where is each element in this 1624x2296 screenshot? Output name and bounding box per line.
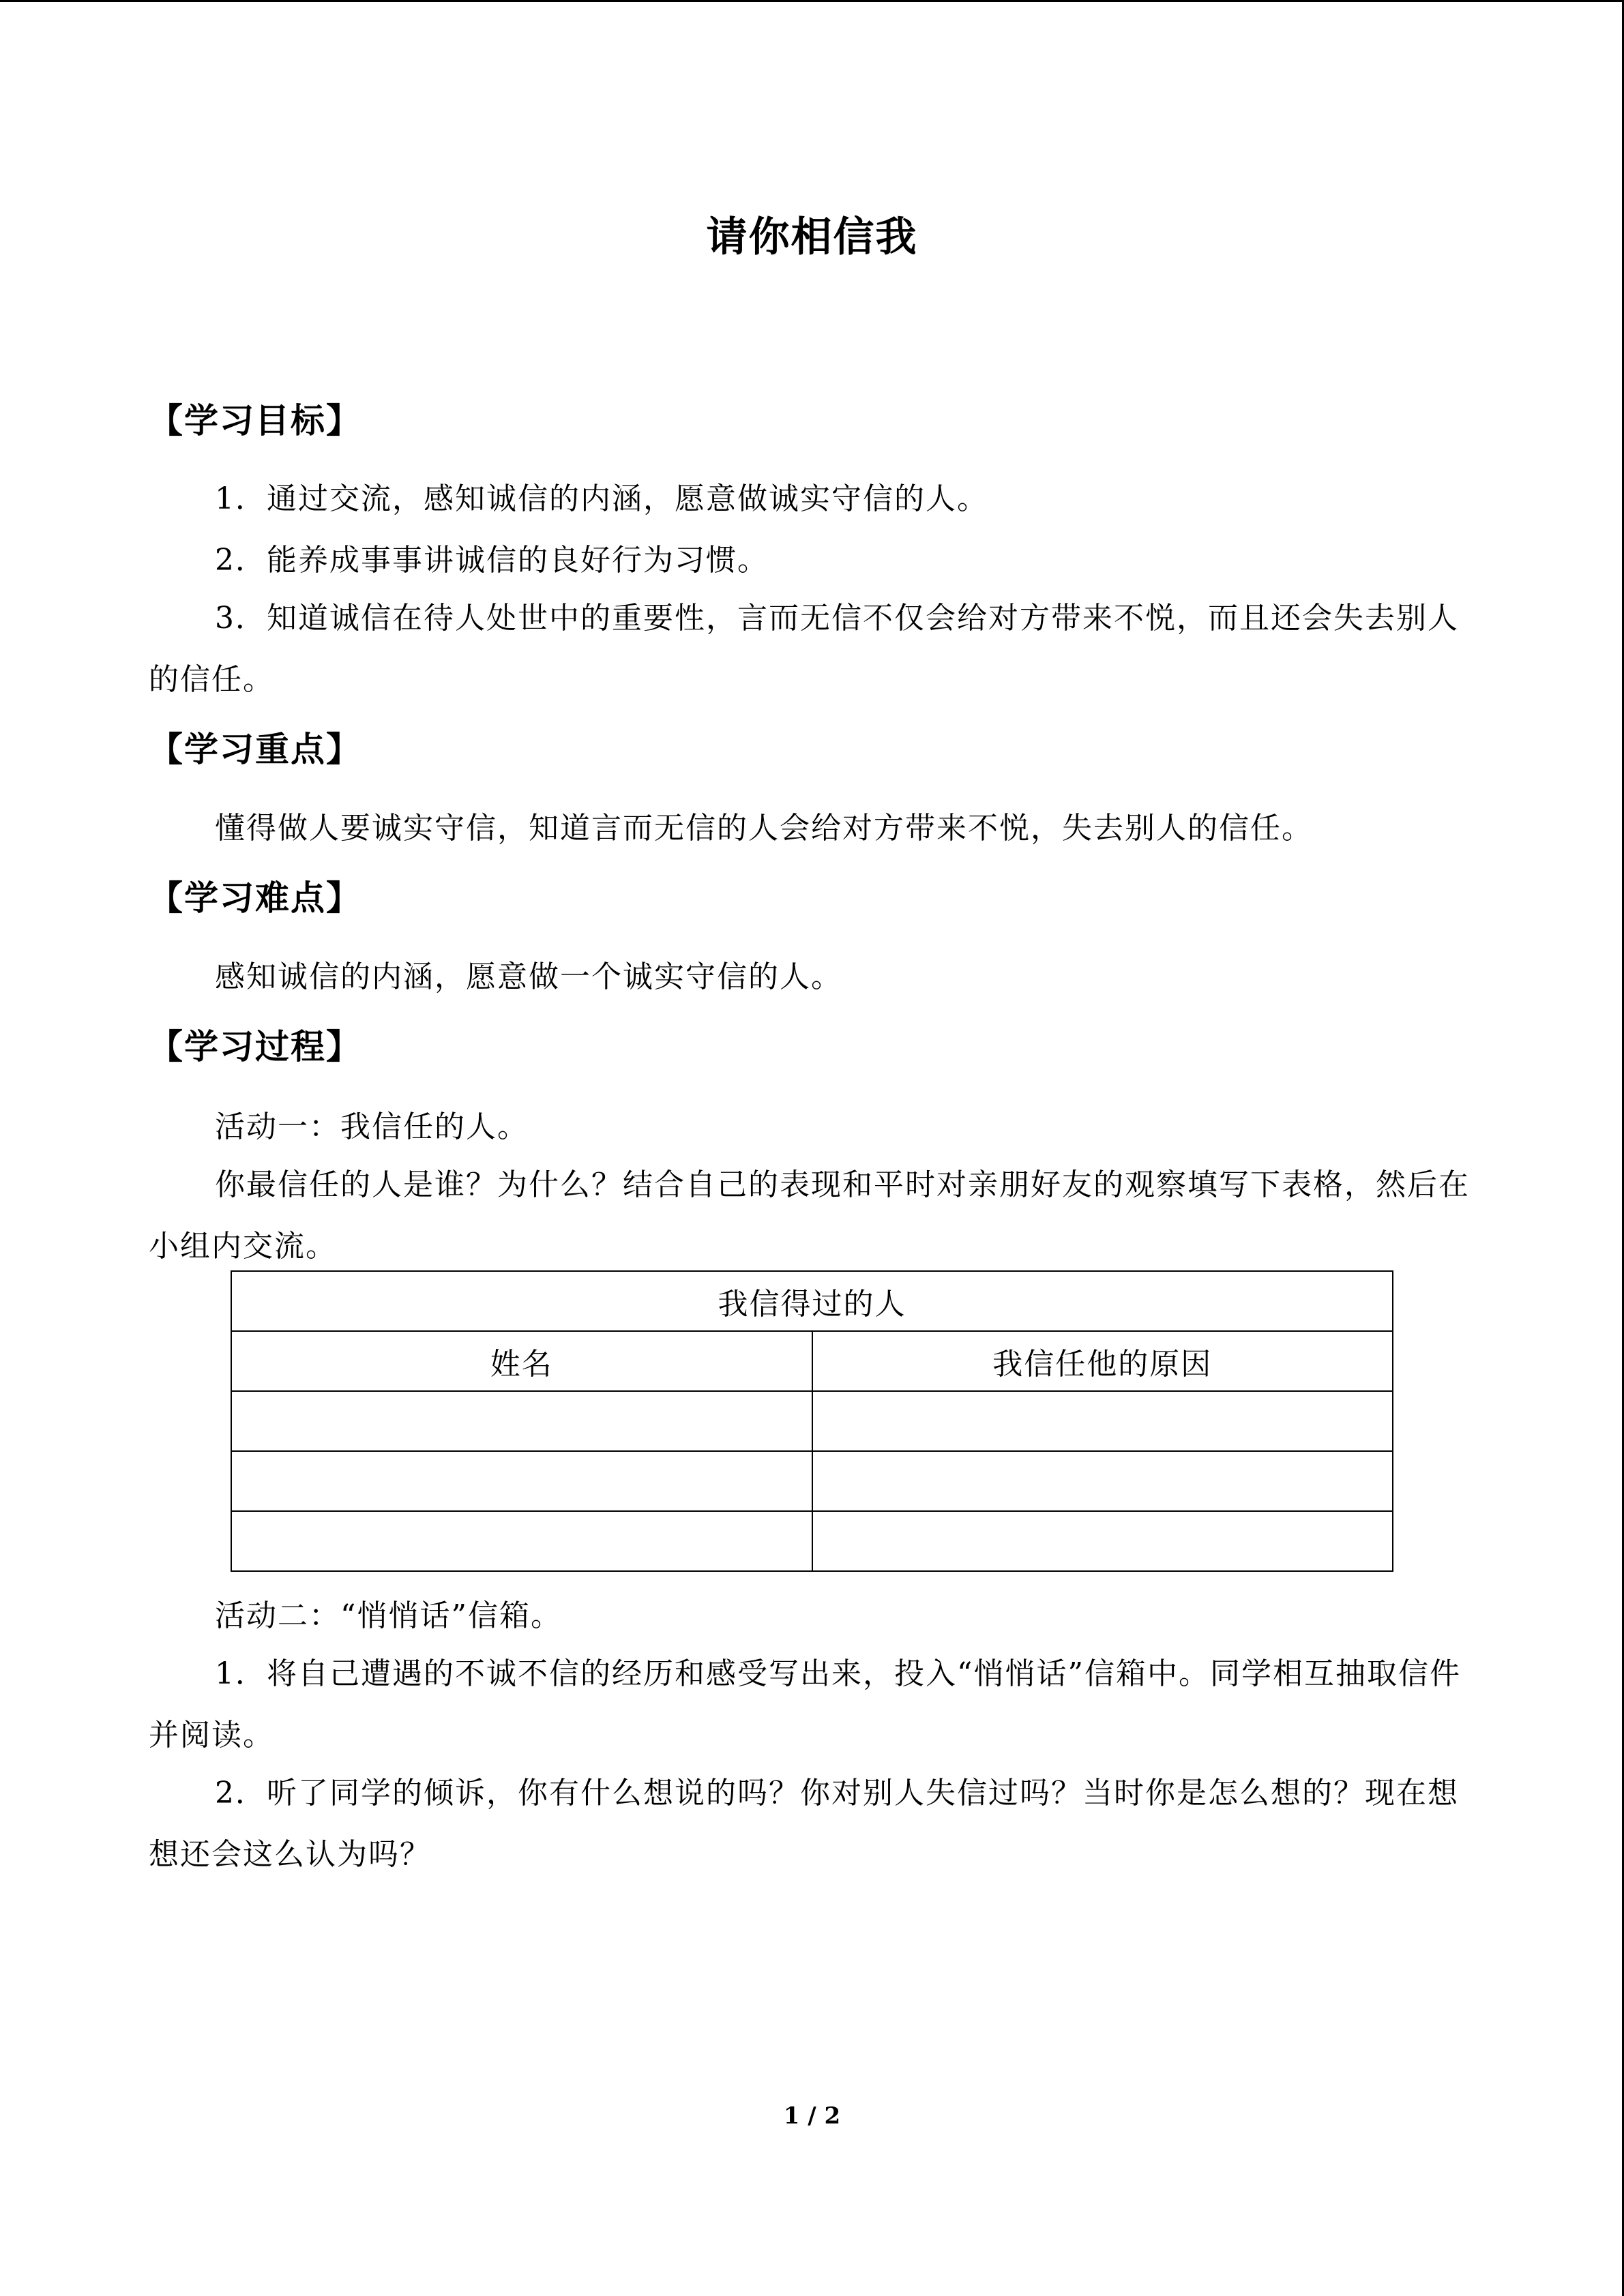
table-header-name: 姓名 (231, 1331, 812, 1391)
key-points-heading: 【学习重点】 (149, 730, 361, 769)
table-header-reason: 我信任他的原因 (812, 1331, 1393, 1391)
activity1-title: 活动一：我信任的人。 (215, 1109, 529, 1144)
table-cell-name (231, 1451, 812, 1511)
table-row (231, 1451, 1393, 1511)
objective-item-3: 3．知道诚信在待人处世中的重要性，言而无信不仅会给对方带来不悦，而且还会失去别人的信任。 (149, 601, 1459, 697)
difficulties-text: 感知诚信的内涵，愿意做一个诚实守信的人。 (215, 959, 842, 994)
objectives-heading: 【学习目标】 (149, 401, 361, 441)
table-row (231, 1511, 1393, 1571)
table-cell-name (231, 1511, 812, 1571)
objective-item-2: 2．能养成事事讲诚信的良好行为习惯。 (215, 543, 769, 578)
page-title: 请你相信我 (706, 213, 918, 261)
table-cell-reason (812, 1451, 1393, 1511)
table-cell-reason (812, 1511, 1393, 1571)
activity1-prompt: 你最信任的人是谁？为什么？结合自己的表现和平时对亲朋好友的观察填写下表格，然后在小组内交流。 (149, 1167, 1470, 1264)
page-number: 1 / 2 (783, 2102, 841, 2130)
process-heading: 【学习过程】 (149, 1027, 361, 1067)
table-caption: 我信得过的人 (231, 1271, 1393, 1331)
difficulties-heading: 【学习难点】 (149, 878, 361, 918)
activity2-item-1: 1．将自己遭遇的不诚不信的经历和感受写出来，投入“悄悄话”信箱中。同学相互抽取信件并阅读。 (149, 1656, 1461, 1753)
key-points-text: 懂得做人要诚实守信，知道言而无信的人会给对方带来不悦，失去别人的信任。 (215, 811, 1313, 846)
table-cell-name (231, 1391, 812, 1451)
page-top-border (0, 0, 1624, 2)
activity2-title: 活动二：“悄悄话”信箱。 (215, 1598, 562, 1633)
trust-table (231, 1270, 1393, 1572)
activity2-item-2: 2．听了同学的倾诉，你有什么想说的吗？你对别人失信过吗？当时你是怎么想的？现在想想还会这么认为吗？ (149, 1776, 1459, 1872)
table-cell-reason (812, 1391, 1393, 1451)
objective-item-1: 1．通过交流，感知诚信的内涵，愿意做诚实守信的人。 (215, 481, 988, 516)
table-row (231, 1391, 1393, 1451)
